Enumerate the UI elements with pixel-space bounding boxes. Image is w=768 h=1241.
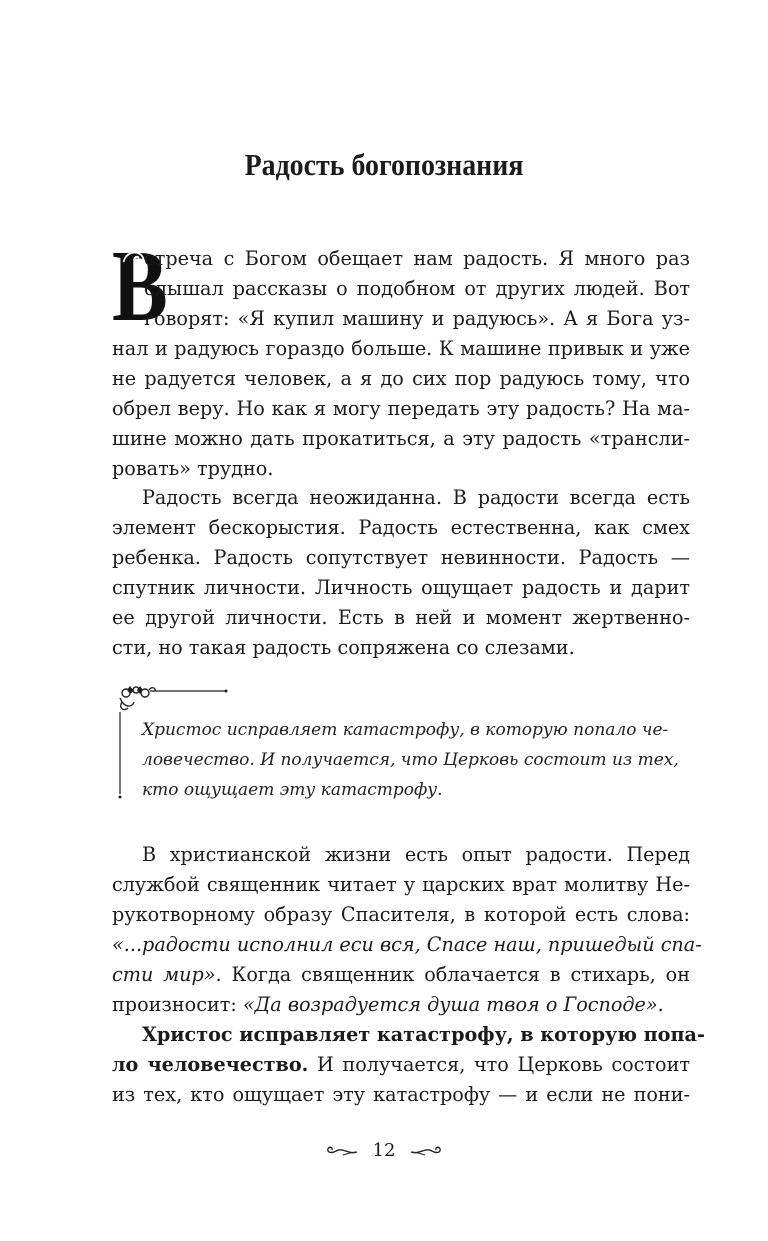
paragraph-2-line: ребенка. Радость сопутствует невинности. Радость — <box>112 546 690 569</box>
paragraph-3-line: В христианской жизни есть опыт радости. Перед <box>142 843 690 866</box>
pull-quote-line: кто ощущает эту катастрофу. <box>142 780 443 800</box>
paragraph-1-line: не радуется человек, а я до сих пор радуюсь тому, что <box>112 367 690 390</box>
paragraph-3-fragment: Когда священник облачается в стихарь, он <box>221 963 690 986</box>
paragraph-4-line <box>112 1050 690 1080</box>
paragraph-4-bold-fragment: ло человечество. <box>112 1053 309 1076</box>
paragraph-3-line <box>112 990 690 1020</box>
paragraph-4 <box>112 1020 705 1110</box>
paragraph-2 <box>112 483 690 663</box>
paragraph-1-line: обрел веру. Но как я могу передать эту радость? На ма- <box>112 397 690 420</box>
pull-quote-line: Христос исправляет катастрофу, в которую попало че- <box>142 720 669 740</box>
paragraph-1-line: слышал рассказы о подобном от других людей. Вот <box>144 277 690 300</box>
paragraph-3 <box>112 840 702 1020</box>
paragraph-3-fragment: произносит: <box>112 993 243 1016</box>
paragraph-3-line <box>112 960 690 990</box>
page-number-swirl-icon <box>409 1143 445 1159</box>
paragraph-3-quote-fragment: сти мир». <box>112 963 222 986</box>
paragraph-3-quote-line: «...радости исполнил еси вся, Спасе наш, пришедый спа- <box>112 933 702 956</box>
paragraph-2-line: элемент бескорыстия. Радость естественна, как смех <box>112 516 690 539</box>
paragraph-4-line: из тех, кто ощущает эту катастрофу — и если не пони- <box>112 1083 690 1106</box>
pull-quote <box>112 682 692 802</box>
paragraph-2-line: ее другой личности. Есть в ней и момент жертвенно- <box>112 606 690 629</box>
dropcap-letter: В <box>112 230 168 343</box>
paragraph-4-fragment: И получается, что Церковь состоит <box>308 1053 690 1076</box>
pull-quote-line: ловечество. И получается, что Церковь состоит из тех, <box>142 750 679 770</box>
paragraph-1 <box>112 244 690 484</box>
paragraph-3-line: службой священник читает у царских врат молитву Не- <box>112 873 690 896</box>
chapter-title: Радость богопознания <box>244 147 524 182</box>
paragraph-1-line: шине можно дать прокатиться, а эту радость «трансли- <box>112 427 690 450</box>
paragraph-4-bold-line: Христос исправляет катастрофу, в которую попа- <box>142 1023 705 1046</box>
paragraph-3-quote-fragment: «Да возрадуется душа твоя о Господе». <box>242 993 664 1016</box>
paragraph-1-line: ровать» трудно. <box>112 457 274 480</box>
paragraph-1-line: говорят: «Я купил машину и радуюсь». А я Бога уз- <box>144 307 690 330</box>
paragraph-2-line: спутник личности. Личность ощущает радость и дарит <box>112 576 690 599</box>
page-number-swirl-icon <box>323 1143 359 1159</box>
paragraph-2-line: сти, но такая радость сопряжена со слезами. <box>112 636 575 659</box>
paragraph-1-line: стреча с Богом обещает нам радость. Я много раз <box>144 247 690 270</box>
pull-quote-text <box>142 715 679 805</box>
paragraph-3-line: рукотворному образу Спасителя, в которой есть слова: <box>112 903 690 926</box>
paragraph-1-line: нал и радуюсь гораздо больше. К машине привык и уже <box>112 337 690 360</box>
page-number <box>0 1139 768 1163</box>
paragraph-2-line: Радость всегда неожиданна. В радости всегда есть <box>142 486 690 509</box>
page-number-value: 12 <box>372 1140 396 1161</box>
